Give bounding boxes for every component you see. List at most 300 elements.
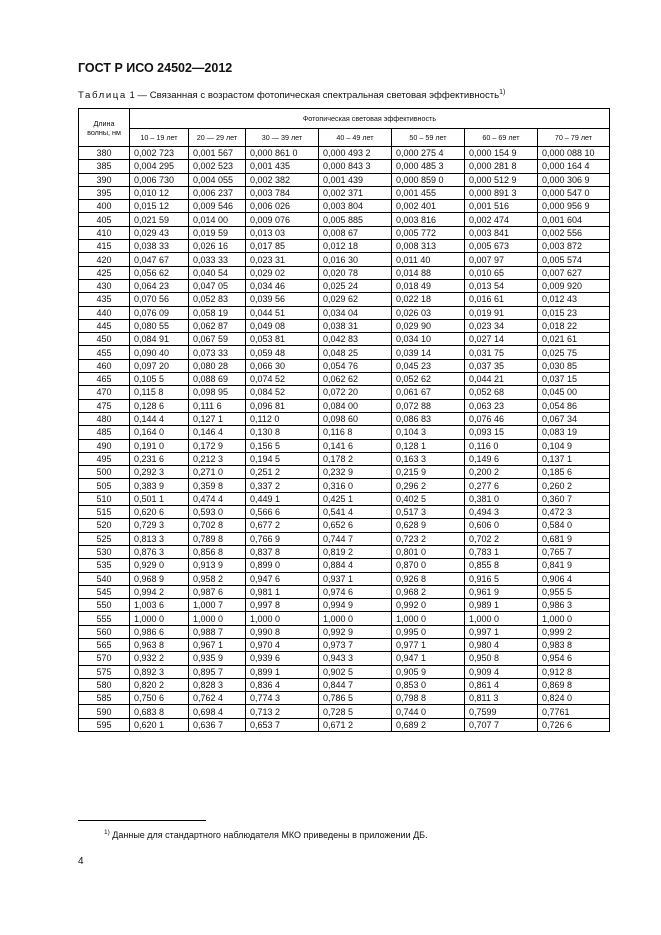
- wavelength-cell: 425: [79, 266, 130, 279]
- efficiency-cell: 0,786 5: [319, 692, 392, 705]
- efficiency-cell: 0,844 7: [319, 678, 392, 691]
- efficiency-cell: 0,013 03: [246, 226, 319, 239]
- wavelength-cell: 410: [79, 226, 130, 239]
- wavelength-cell: 435: [79, 293, 130, 306]
- efficiency-cell: 0,141 6: [319, 439, 392, 452]
- efficiency-cell: 0,044 21: [465, 373, 538, 386]
- efficiency-cell: 0,744 0: [392, 705, 465, 718]
- luminous-efficiency-table: [78, 108, 610, 732]
- efficiency-cell: 0,098 95: [189, 386, 246, 399]
- efficiency-cell: 0,130 8: [246, 426, 319, 439]
- efficiency-cell: 0,016 30: [319, 253, 392, 266]
- efficiency-cell: 0,084 91: [130, 333, 189, 346]
- efficiency-cell: 0,671 2: [319, 718, 392, 731]
- efficiency-cell: 0,989 1: [465, 599, 538, 612]
- footnote: [104, 829, 428, 840]
- efficiency-cell: 0,870 0: [392, 559, 465, 572]
- efficiency-cell: 0,702 8: [189, 519, 246, 532]
- efficiency-cell: 0,212 3: [189, 452, 246, 465]
- table-row: [79, 359, 610, 372]
- efficiency-cell: 0,001 516: [465, 200, 538, 213]
- efficiency-cell: 0,905 9: [392, 665, 465, 678]
- wavelength-cell: 595: [79, 718, 130, 731]
- efficiency-cell: 0,017 85: [246, 240, 319, 253]
- efficiency-cell: 0,049 08: [246, 319, 319, 332]
- efficiency-cell: 0,494 3: [465, 506, 538, 519]
- efficiency-cell: 0,000 547 0: [538, 186, 610, 199]
- efficiency-cell: 1,000 0: [465, 612, 538, 625]
- efficiency-cell: 0,116 0: [465, 439, 538, 452]
- efficiency-cell: 0,191 0: [130, 439, 189, 452]
- efficiency-cell: 0,967 1: [189, 638, 246, 651]
- efficiency-cell: 0,128 1: [392, 439, 465, 452]
- efficiency-cell: 0,029 62: [319, 293, 392, 306]
- efficiency-cell: 0,000 088 10: [538, 147, 610, 160]
- table-row: [79, 479, 610, 492]
- efficiency-cell: 0,098 60: [319, 412, 392, 425]
- efficiency-cell: 0,059 48: [246, 346, 319, 359]
- efficiency-cell: 0,034 10: [392, 333, 465, 346]
- wavelength-cell: 530: [79, 545, 130, 558]
- efficiency-cell: 0,027 14: [465, 333, 538, 346]
- table-row: [79, 705, 610, 718]
- efficiency-cell: 0,076 09: [130, 306, 189, 319]
- efficiency-cell: 0,702 2: [465, 532, 538, 545]
- table-row: [79, 678, 610, 691]
- wavelength-header: Длина волны, нм: [79, 109, 130, 147]
- efficiency-cell: 0,750 6: [130, 692, 189, 705]
- efficiency-cell: 0,381 0: [465, 492, 538, 505]
- efficiency-cell: 0,005 772: [392, 226, 465, 239]
- efficiency-cell: 0,038 31: [319, 319, 392, 332]
- efficiency-cell: 0,061 67: [392, 386, 465, 399]
- efficiency-cell: 0,105 5: [130, 373, 189, 386]
- efficiency-cell: 0,698 4: [189, 705, 246, 718]
- efficiency-cell: 0,002 523: [189, 160, 246, 173]
- efficiency-cell: 0,861 4: [465, 678, 538, 691]
- wavelength-cell: 465: [79, 373, 130, 386]
- table-row: [79, 506, 610, 519]
- efficiency-cell: 0,906 4: [538, 572, 610, 585]
- efficiency-cell: 0,628 9: [392, 519, 465, 532]
- efficiency-cell: 0,149 6: [465, 452, 538, 465]
- efficiency-cell: 0,090 40: [130, 346, 189, 359]
- efficiency-cell: 0,029 90: [392, 319, 465, 332]
- wavelength-cell: 480: [79, 412, 130, 425]
- efficiency-cell: 0,034 46: [246, 279, 319, 292]
- efficiency-cell: 0,892 3: [130, 665, 189, 678]
- age-group-header: 30 — 39 лет: [246, 129, 319, 147]
- wavelength-cell: 495: [79, 452, 130, 465]
- efficiency-cell: 0,000 485 3: [392, 160, 465, 173]
- table-row: [79, 173, 610, 186]
- efficiency-cell: 0,001 435: [246, 160, 319, 173]
- wavelength-cell: 460: [79, 359, 130, 372]
- wavelength-cell: 445: [79, 319, 130, 332]
- efficiency-cell: 0,010 65: [465, 266, 538, 279]
- efficiency-cell: 0,014 88: [392, 266, 465, 279]
- efficiency-cell: 0,067 34: [538, 412, 610, 425]
- efficiency-cell: 0,019 91: [465, 306, 538, 319]
- efficiency-cell: 0,005 673: [465, 240, 538, 253]
- efficiency-cell: 0,828 3: [189, 678, 246, 691]
- age-group-header: 10 – 19 лет: [130, 129, 189, 147]
- efficiency-cell: 0,018 49: [392, 279, 465, 292]
- efficiency-cell: 0,819 2: [319, 545, 392, 558]
- efficiency-cell: 0,146 4: [189, 426, 246, 439]
- efficiency-cell: 0,005 885: [319, 213, 392, 226]
- table-row: [79, 319, 610, 332]
- table-caption-label: Таблица: [78, 90, 127, 102]
- efficiency-cell: 0,798 8: [392, 692, 465, 705]
- efficiency-cell: 0,899 1: [246, 665, 319, 678]
- efficiency-cell: 0,994 2: [130, 585, 189, 598]
- efficiency-cell: 0,001 439: [319, 173, 392, 186]
- efficiency-cell: 0,932 2: [130, 652, 189, 665]
- table-row: [79, 266, 610, 279]
- efficiency-cell: 0,144 4: [130, 412, 189, 425]
- efficiency-cell: 0,260 2: [538, 479, 610, 492]
- efficiency-cell: 0,729 3: [130, 519, 189, 532]
- efficiency-cell: 0,728 5: [319, 705, 392, 718]
- efficiency-cell: 0,681 9: [538, 532, 610, 545]
- efficiency-cell: 0,012 18: [319, 240, 392, 253]
- efficiency-cell: 0,080 55: [130, 319, 189, 332]
- efficiency-cell: 0,037 15: [538, 373, 610, 386]
- efficiency-cell: 0,003 816: [392, 213, 465, 226]
- efficiency-cell: 0,054 86: [538, 399, 610, 412]
- efficiency-cell: 0,029 02: [246, 266, 319, 279]
- efficiency-cell: 0,766 9: [246, 532, 319, 545]
- efficiency-cell: 0,064 23: [130, 279, 189, 292]
- efficiency-cell: 0,884 4: [319, 559, 392, 572]
- efficiency-cell: 0,033 33: [189, 253, 246, 266]
- efficiency-cell: 0,007 97: [465, 253, 538, 266]
- efficiency-cell: 0,359 8: [189, 479, 246, 492]
- table-row: [79, 492, 610, 505]
- efficiency-cell: 0,025 75: [538, 346, 610, 359]
- table-row: [79, 279, 610, 292]
- efficiency-cell: 0,045 00: [538, 386, 610, 399]
- efficiency-cell: 0,200 2: [465, 466, 538, 479]
- efficiency-cell: 0,620 1: [130, 718, 189, 731]
- efficiency-cell: 0,855 8: [465, 559, 538, 572]
- age-group-header: 60 – 69 лет: [465, 129, 538, 147]
- efficiency-cell: 0,030 85: [538, 359, 610, 372]
- efficiency-cell: 0,620 6: [130, 506, 189, 519]
- efficiency-cell: 0,084 52: [246, 386, 319, 399]
- efficiency-cell: 0,163 3: [392, 452, 465, 465]
- efficiency-cell: 0,980 4: [465, 638, 538, 651]
- table-row: [79, 652, 610, 665]
- table-row: [79, 399, 610, 412]
- table-row: [79, 665, 610, 678]
- efficiency-cell: 0,316 0: [319, 479, 392, 492]
- efficiency-cell: 0,474 4: [189, 492, 246, 505]
- efficiency-cell: 0,164 0: [130, 426, 189, 439]
- efficiency-cell: 0,955 5: [538, 585, 610, 598]
- efficiency-cell: 0,015 23: [538, 306, 610, 319]
- wavelength-cell: 415: [79, 240, 130, 253]
- wavelength-cell: 510: [79, 492, 130, 505]
- efficiency-cell: 0,744 7: [319, 532, 392, 545]
- efficiency-cell: 0,983 8: [538, 638, 610, 651]
- efficiency-cell: 0,000 861 0: [246, 147, 319, 160]
- efficiency-cell: 0,001 604: [538, 213, 610, 226]
- efficiency-cell: 0,034 04: [319, 306, 392, 319]
- efficiency-cell: 0,995 0: [392, 625, 465, 638]
- wavelength-cell: 505: [79, 479, 130, 492]
- efficiency-cell: 0,926 8: [392, 572, 465, 585]
- efficiency-cell: 0,707 7: [465, 718, 538, 731]
- efficiency-cell: 0,677 2: [246, 519, 319, 532]
- efficiency-cell: 0,052 83: [189, 293, 246, 306]
- wavelength-cell: 430: [79, 279, 130, 292]
- efficiency-cell: 0,185 6: [538, 466, 610, 479]
- efficiency-cell: 0,383 9: [130, 479, 189, 492]
- efficiency-cell: 0,988 7: [189, 625, 246, 638]
- efficiency-cell: 0,156 5: [246, 439, 319, 452]
- efficiency-cell: 0,112 0: [246, 412, 319, 425]
- wavelength-cell: 395: [79, 186, 130, 199]
- efficiency-cell: 0,005 574: [538, 253, 610, 266]
- table-row: [79, 240, 610, 253]
- efficiency-cell: 0,472 3: [538, 506, 610, 519]
- age-group-header: 50 – 59 лет: [392, 129, 465, 147]
- efficiency-cell: 0,251 2: [246, 466, 319, 479]
- efficiency-cell: 0,003 841: [465, 226, 538, 239]
- efficiency-cell: 0,080 28: [189, 359, 246, 372]
- efficiency-cell: 0,973 7: [319, 638, 392, 651]
- efficiency-cell: 0,653 7: [246, 718, 319, 731]
- efficiency-cell: 0,652 6: [319, 519, 392, 532]
- wavelength-cell: 455: [79, 346, 130, 359]
- efficiency-cell: 0,072 88: [392, 399, 465, 412]
- table-caption: [78, 89, 505, 101]
- efficiency-cell: 0,003 872: [538, 240, 610, 253]
- document-standard-title: ГОСТ Р ИСО 24502—2012: [78, 61, 233, 75]
- table-row: [79, 559, 610, 572]
- efficiency-cell: 0,097 20: [130, 359, 189, 372]
- efficiency-cell: 0,968 9: [130, 572, 189, 585]
- efficiency-cell: 0,026 16: [189, 240, 246, 253]
- efficiency-cell: 0,002 401: [392, 200, 465, 213]
- efficiency-cell: 0,016 61: [465, 293, 538, 306]
- efficiency-cell: 0,683 8: [130, 705, 189, 718]
- efficiency-cell: 0,593 0: [189, 506, 246, 519]
- efficiency-cell: 0,014 00: [189, 213, 246, 226]
- table-row: [79, 599, 610, 612]
- table-caption-note-ref: 1): [499, 89, 506, 96]
- efficiency-cell: 0,986 3: [538, 599, 610, 612]
- table-row: [79, 625, 610, 638]
- efficiency-cell: 0,029 43: [130, 226, 189, 239]
- table-row: [79, 532, 610, 545]
- wavelength-cell: 590: [79, 705, 130, 718]
- efficiency-cell: 0,127 1: [189, 412, 246, 425]
- efficiency-cell: 0,950 8: [465, 652, 538, 665]
- table-row: [79, 439, 610, 452]
- table-row: [79, 572, 610, 585]
- wavelength-cell: 470: [79, 386, 130, 399]
- efficiency-cell: 0,811 3: [465, 692, 538, 705]
- efficiency-cell: 0,296 2: [392, 479, 465, 492]
- efficiency-cell: 0,021 61: [538, 333, 610, 346]
- efficiency-cell: 0,869 8: [538, 678, 610, 691]
- efficiency-cell: 0,837 8: [246, 545, 319, 558]
- wavelength-cell: 545: [79, 585, 130, 598]
- wavelength-cell: 405: [79, 213, 130, 226]
- table-row: [79, 293, 610, 306]
- wavelength-cell: 555: [79, 612, 130, 625]
- wavelength-cell: 385: [79, 160, 130, 173]
- wavelength-cell: 500: [79, 466, 130, 479]
- efficiency-cell: 0,000 154 9: [465, 147, 538, 160]
- efficiency-cell: 0,026 03: [392, 306, 465, 319]
- efficiency-cell: 0,337 2: [246, 479, 319, 492]
- efficiency-cell: 0,765 7: [538, 545, 610, 558]
- table-row: [79, 718, 610, 731]
- efficiency-cell: 0,023 31: [246, 253, 319, 266]
- wavelength-cell: 380: [79, 147, 130, 160]
- efficiency-cell: 0,039 14: [392, 346, 465, 359]
- efficiency-cell: 0,762 4: [189, 692, 246, 705]
- efficiency-cell: 0,001 455: [392, 186, 465, 199]
- efficiency-cell: 0,037 35: [465, 359, 538, 372]
- efficiency-cell: 0,232 9: [319, 466, 392, 479]
- efficiency-cell: 0,853 0: [392, 678, 465, 691]
- efficiency-cell: 0,723 2: [392, 532, 465, 545]
- efficiency-cell: 0,774 3: [246, 692, 319, 705]
- efficiency-cell: 0,006 730: [130, 173, 189, 186]
- efficiency-cell: 0,895 7: [189, 665, 246, 678]
- table-row: [79, 452, 610, 465]
- page-number: 4: [78, 856, 84, 867]
- efficiency-cell: 0,022 18: [392, 293, 465, 306]
- efficiency-cell: 0,713 2: [246, 705, 319, 718]
- efficiency-cell: 0,997 1: [465, 625, 538, 638]
- efficiency-cell: 0,025 24: [319, 279, 392, 292]
- efficiency-cell: 0,018 22: [538, 319, 610, 332]
- efficiency-cell: 0,009 546: [189, 200, 246, 213]
- wavelength-cell: 420: [79, 253, 130, 266]
- efficiency-cell: 0,958 2: [189, 572, 246, 585]
- efficiency-cell: 0,000 843 3: [319, 160, 392, 173]
- efficiency-cell: 0,277 6: [465, 479, 538, 492]
- efficiency-cell: 0,031 75: [465, 346, 538, 359]
- efficiency-cell: 0,566 6: [246, 506, 319, 519]
- wavelength-cell: 400: [79, 200, 130, 213]
- wavelength-cell: 560: [79, 625, 130, 638]
- efficiency-cell: 0,916 5: [465, 572, 538, 585]
- efficiency-cell: 0,002 371: [319, 186, 392, 199]
- table-row: [79, 466, 610, 479]
- efficiency-cell: 0,994 9: [319, 599, 392, 612]
- efficiency-cell: 0,912 8: [538, 665, 610, 678]
- efficiency-cell: 0,001 567: [189, 147, 246, 160]
- efficiency-cell: 0,088 69: [189, 373, 246, 386]
- efficiency-cell: 0,836 4: [246, 678, 319, 691]
- efficiency-cell: 0,040 54: [189, 266, 246, 279]
- efficiency-cell: 0,002 723: [130, 147, 189, 160]
- efficiency-cell: 0,000 512 9: [465, 173, 538, 186]
- efficiency-cell: 0,7599: [465, 705, 538, 718]
- efficiency-cell: 0,783 1: [465, 545, 538, 558]
- efficiency-cell: 0,856 8: [189, 545, 246, 558]
- efficiency-cell: 0,003 784: [246, 186, 319, 199]
- table-row: [79, 186, 610, 199]
- efficiency-cell: 1,000 0: [392, 612, 465, 625]
- efficiency-cell: 0,062 87: [189, 319, 246, 332]
- efficiency-cell: 0,935 9: [189, 652, 246, 665]
- efficiency-cell: 0,636 7: [189, 718, 246, 731]
- efficiency-cell: 0,096 81: [246, 399, 319, 412]
- efficiency-cell: 0,086 83: [392, 412, 465, 425]
- wavelength-cell: 580: [79, 678, 130, 691]
- efficiency-cell: 0,007 627: [538, 266, 610, 279]
- efficiency-cell: 0,961 9: [465, 585, 538, 598]
- wavelength-cell: 540: [79, 572, 130, 585]
- efficiency-cell: 0,058 19: [189, 306, 246, 319]
- wavelength-cell: 570: [79, 652, 130, 665]
- efficiency-cell: 0,178 2: [319, 452, 392, 465]
- efficiency-cell: 0,047 67: [130, 253, 189, 266]
- efficiency-cell: 0,402 5: [392, 492, 465, 505]
- efficiency-cell: 0,000 275 4: [392, 147, 465, 160]
- efficiency-cell: 0,820 2: [130, 678, 189, 691]
- age-group-header: 70 – 79 лет: [538, 129, 610, 147]
- efficiency-cell: 0,977 1: [392, 638, 465, 651]
- footnote-separator: [78, 820, 206, 821]
- efficiency-cell: 0,006 026: [246, 200, 319, 213]
- efficiency-cell: 0,726 6: [538, 718, 610, 731]
- efficiency-cell: 0,801 0: [392, 545, 465, 558]
- efficiency-cell: 0,042 83: [319, 333, 392, 346]
- efficiency-cell: 0,517 3: [392, 506, 465, 519]
- efficiency-cell: 0,999 2: [538, 625, 610, 638]
- efficiency-cell: 0,074 52: [246, 373, 319, 386]
- table-row: [79, 519, 610, 532]
- table-row: [79, 638, 610, 651]
- efficiency-cell: 0,056 62: [130, 266, 189, 279]
- table-row: [79, 147, 610, 160]
- efficiency-cell: 0,054 76: [319, 359, 392, 372]
- efficiency-cell: 0,009 920: [538, 279, 610, 292]
- efficiency-cell: 0,899 0: [246, 559, 319, 572]
- age-group-header: 40 – 49 лет: [319, 129, 392, 147]
- efficiency-cell: 0,067 59: [189, 333, 246, 346]
- efficiency-cell: 0,000 891 3: [465, 186, 538, 199]
- efficiency-cell: 0,902 5: [319, 665, 392, 678]
- efficiency-cell: 0,501 1: [130, 492, 189, 505]
- table-row: [79, 426, 610, 439]
- efficiency-cell: 0,360 7: [538, 492, 610, 505]
- efficiency-cell: 0,002 474: [465, 213, 538, 226]
- efficiency-cell: 0,986 6: [130, 625, 189, 638]
- efficiency-cell: 0,000 164 4: [538, 160, 610, 173]
- efficiency-cell: 0,824 0: [538, 692, 610, 705]
- wavelength-cell: 475: [79, 399, 130, 412]
- table-row: [79, 692, 610, 705]
- efficiency-cell: 0,052 68: [465, 386, 538, 399]
- footnote-marker: 1): [104, 829, 110, 836]
- efficiency-cell: 0,939 6: [246, 652, 319, 665]
- efficiency-cell: 0,000 493 2: [319, 147, 392, 160]
- efficiency-cell: 0,172 9: [189, 439, 246, 452]
- efficiency-cell: 0,997 8: [246, 599, 319, 612]
- table-row: [79, 253, 610, 266]
- wavelength-cell: 440: [79, 306, 130, 319]
